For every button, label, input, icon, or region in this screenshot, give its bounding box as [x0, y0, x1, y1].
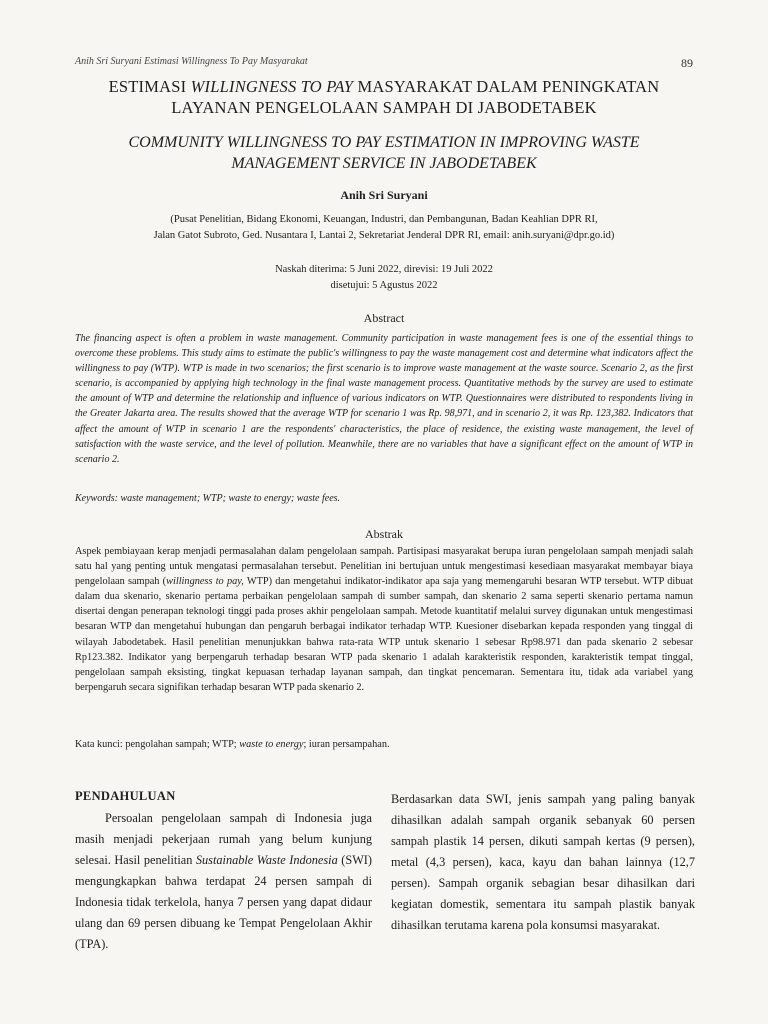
title-en-line-2: MANAGEMENT SERVICE IN JABODETABEK	[231, 155, 537, 172]
author-name: Anih Sri Suryani	[340, 188, 428, 202]
intro-text: Persoalan pengelolaan sampah di Indonesia juga masih menjadi pekerjaan rumah yang belum kunjung selesai. Hasil penelitian	[75, 811, 372, 867]
dates-line-1: Naskah diterima: 5 Juni 2022, direvisi: 19 Juli 2022	[275, 264, 493, 275]
intro-italic: Sustainable Waste Indonesia	[195, 853, 338, 867]
abstrak-text: Aspek pembiayaan kerap menjadi permasalahan dalam pengelolaan sampah. Partisipasi masyarakat berupa iuran pengelolaan sampah menjadi salah satu hal yang penting untuk mengatasi permasalahan tersebut. Penelitian ini bertujuan untuk mengestimasi kesediaan masyarakat membayar biaya pengelolaan sampah (	[75, 546, 693, 588]
affiliation-line-1: (Pusat Penelitian, Bidang Ekonomi, Keuangan, Industri, dan Pembangunan, Badan Keahlian DPR RI,	[170, 214, 598, 225]
intro-paragraph	[75, 808, 372, 955]
title-italic-part: WILLINGNESS TO PAY	[190, 77, 354, 96]
affiliation-line-2: Jalan Gatot Subroto, Ged. Nusantara I, Lantai 2, Sekretariat Jenderal DPR RI, email: anih.suryani@dpr.go.id)	[153, 230, 615, 241]
title-english	[60, 132, 708, 174]
title-part: ESTIMASI	[108, 77, 191, 96]
abstrak-text: WTP) dan mengetahui indikator-indikator apa saja yang memengaruhi besaran WTP tersebut. WTP dibuat dalam dua skenario, skenario pertama perbaikan pengelolaan sampah di sumber sampah, dan skenario 2 sama seperti skenario pertama namun disertai dengan penerapan teknologi tinggi pada proses akhir pengelolaan sampah. Metode kuantitatif melalui survey digunakan untuk mengestimasi besaran WTP dan mengetahui hubungan dan pengaruh berbagai indikator terhadap WTP. Kuesioner disebarkan kepada responden yang tinggal di wilayah Jabodetabek. Hasil penelitian menunjukkan bahwa rata-rata WTP untuk skenario 1 sebesar Rp98.971 dan pada skenario 2 sebesar Rp123.382. Indikator yang berpengaruh terhadap besaran WTP pada skenario 1 adalah karakteristik responden, karakteristik tempat tinggal, pengelolaan sampah eksisting, tingkat kepuasan terhadap layanan sampah, dan tingkat pencemaran. Sementara itu, tidak ada variabel yang berpengaruh secara signifikan terhadap besaran WTP pada skenario 2.	[75, 576, 693, 693]
abstrak-body	[75, 544, 693, 695]
body-column-right	[391, 789, 695, 936]
abstrak-heading: Abstrak	[365, 527, 403, 541]
manuscript-dates	[60, 262, 708, 294]
page-number: 89	[681, 56, 693, 70]
kata-kunci-italic: waste to energy	[239, 739, 304, 750]
kata-kunci	[75, 739, 693, 750]
running-head: Anih Sri Suryani Estimasi Willingness To Pay Masyarakat	[75, 56, 308, 67]
author-affiliation	[60, 212, 708, 244]
title-indonesian	[60, 76, 708, 118]
dates-line-2: disetujui: 5 Agustus 2022	[330, 280, 438, 291]
abstrak-italic-text: willingness to pay,	[166, 576, 244, 588]
abstract-body: The financing aspect is often a problem in waste management. Community participation in waste management fees is one of the essential things to overcome these problems. This study aims to estimate the public's willingness to pay the waste management cost and determine what indicators affect the willingness to pay (WTP). WTP is made in two scenarios; the first scenario is to improve waste management at the waste source. Scenario 2, as the first scenario, is accompanied by applying high technology in the final waste management process. Quantitative methods by the survey are used to estimate the amount of WTP and determine the relationship and influence of various indicators on WTP. Questionnaires were distributed to respondents living in the Greater Jakarta area. The results showed that the average WTP for scenario 1 was Rp. 98,971, and in scenario 2, it was Rp. 123,382. Indicators that affect the amount of WTP in scenario 1 are the respondents' characteristics, the place of residence, the existing waste management, the level of satisfaction with the waste service, and the level of pollution. Meanwhile, there are no variables that have a significant effect on the amount of WTP in scenario 2.	[75, 333, 693, 465]
right-paragraph: Berdasarkan data SWI, jenis sampah yang paling banyak dihasilkan adalah sampah organik sebanyak 60 persen sampah plastik 14 persen, dikuti sampah kertas (9 persen), metal (4,3 persen), kaca, kayu dan bahan lainnya (12,7 persen). Sampah organik sebagian besar dihasilkan dari kegiatan domestik, sementara itu sampah plastik banyak dihasilkan terutama karena pola konsumsi masyarakat.	[391, 792, 695, 932]
intro-text: (SWI) mengungkapkan bahwa terdapat 24 persen sampah di Indonesia tidak terkelola, hanya 7 persen yang dapat didaur ulang dan 69 persen dibuang ke Tempat Pengelolaan Akhir (TPA).	[75, 853, 372, 951]
title-en-line-1: COMMUNITY WILLINGNESS TO PAY ESTIMATION IN IMPROVING WASTE	[128, 134, 640, 151]
kata-kunci-text: ; iuran persampahan.	[303, 739, 390, 750]
title-part: MASYARAKAT DALAM PENINGKATAN	[353, 77, 660, 96]
pendahuluan-heading: PENDAHULUAN	[75, 789, 176, 803]
keywords: Keywords: waste management; WTP; waste to energy; waste fees.	[75, 493, 341, 504]
title-line-2: LAYANAN PENGELOLAAN SAMPAH DI JABODETABEK	[171, 98, 597, 117]
abstract-heading: Abstract	[363, 311, 405, 325]
kata-kunci-text: Kata kunci: pengolahan sampah; WTP;	[75, 739, 240, 750]
body-column-left	[75, 789, 372, 955]
